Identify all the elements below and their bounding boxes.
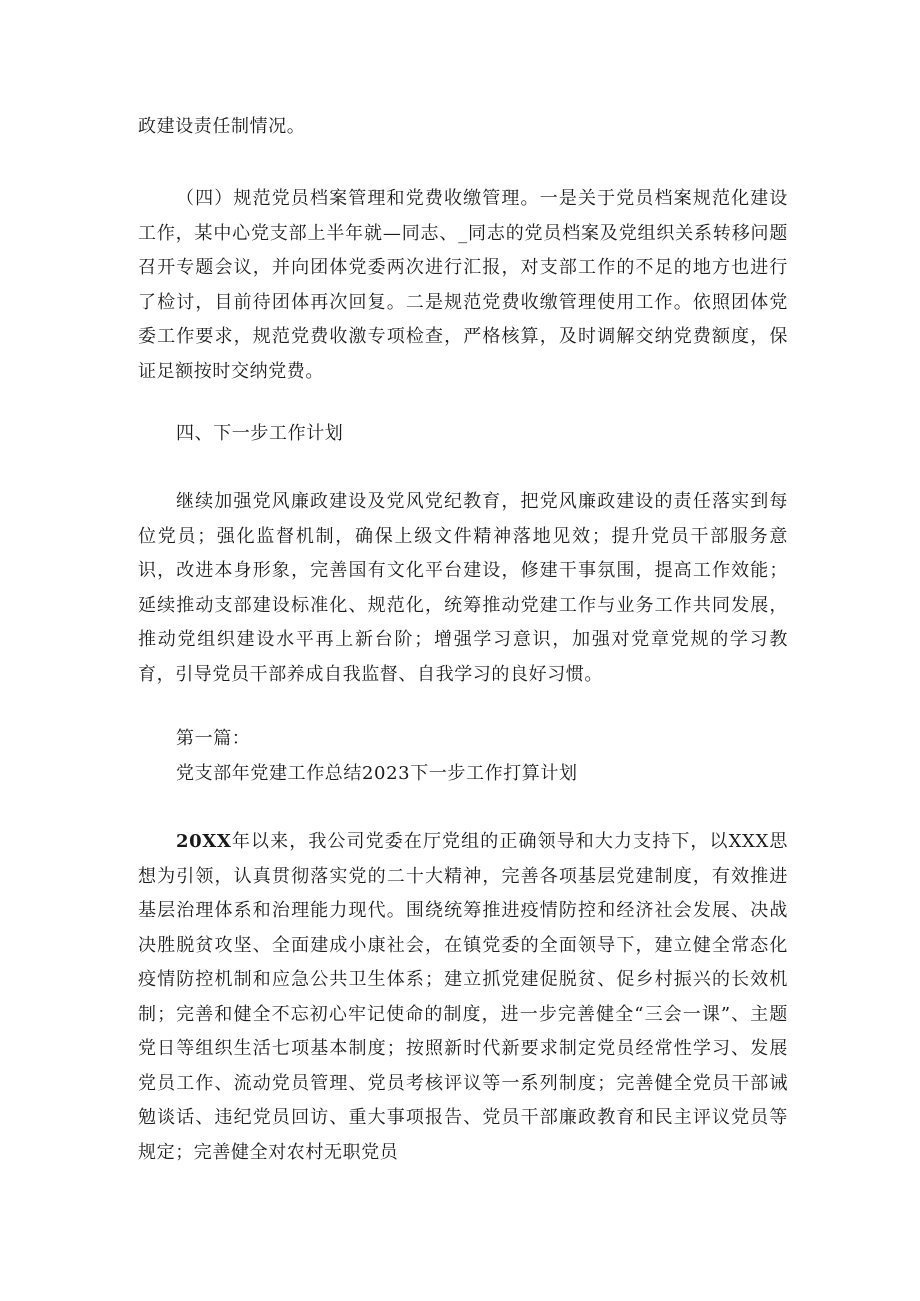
section-heading-next-steps: 四、下一步工作计划 — [176, 423, 344, 444]
paragraph-archive-management: （四）规范党员档案管理和党费收缴管理。一是关于党员档案规范化建设工作，某中心党支部上半年就—同志、_同志的党员档案及党组织关系转移问题召开专题会议，并向团体党委两次进行汇报，对支部工作的不足的地方也进行了检讨，目前待团体再次回复。二是规范党费收缴管理使用工作。依照团体党委工作要求，规范党费收激专项检查，严格核算，及时调解交纳党费额度，保证足额按时交纳党费。 — [138, 188, 788, 382]
paragraph-summary — [138, 825, 788, 1170]
paragraph-continuation: 政建设责任制情况。 — [138, 116, 306, 137]
paragraph-work-plan: 继续加强党风廉政建设及党风党纪教育，把党风廉政建设的责任落实到每位党员；强化监督机制，确保上级文件精神落地见效；提升党员干部服务意识，改进本身形象，完善国有文化平台建设，修建干事氛围，提高工作效能；延续推动支部建设标准化、规范化，统筹推动党建工作与业务工作共同发展，推动党组织建设水平再上新台阶；增强学习意识，加强对党章党规的学习教育，引导党员干部养成自我监督、自我学习的良好习惯。 — [138, 491, 788, 685]
article-title: 党支部年党建工作总结2023下一步工作打算计划 — [176, 763, 578, 784]
year-label: 20XX — [176, 831, 232, 852]
paragraph-summary-text: 年以来，我公司党委在厅党组的正确领导和大力支持下，以XXX思想为引领，认真贯彻落实党的二十大精神，完善各项基层党建制度，有效推进基层治理体系和治理能力现代。围绕统筹推进疫情防控和经济社会发展、决战决胜脱贫攻坚、全面建成小康社会，在镇党委的全面领导下，建立健全常态化疫情防控机制和应急公共卫生体系；建立抓党建促脱贫、促乡村振兴的长效机制；完善和健全不忘初心牢记使命的制度，进一步完善健全“三会一课”、主题党日等组织生活七项基本制度；按照新时代新要求制定党员经常性学习、发展党员工作、流动党员管理、党员考核评议等一系列制度；完善健全党员干部诫勉谈话、违纪党员回访、重大事项报告、党员干部廉政教育和民主评议党员等规定；完善健全对农村无职党员 — [138, 831, 788, 1163]
section-heading-part-one: 第一篇： — [176, 728, 251, 749]
